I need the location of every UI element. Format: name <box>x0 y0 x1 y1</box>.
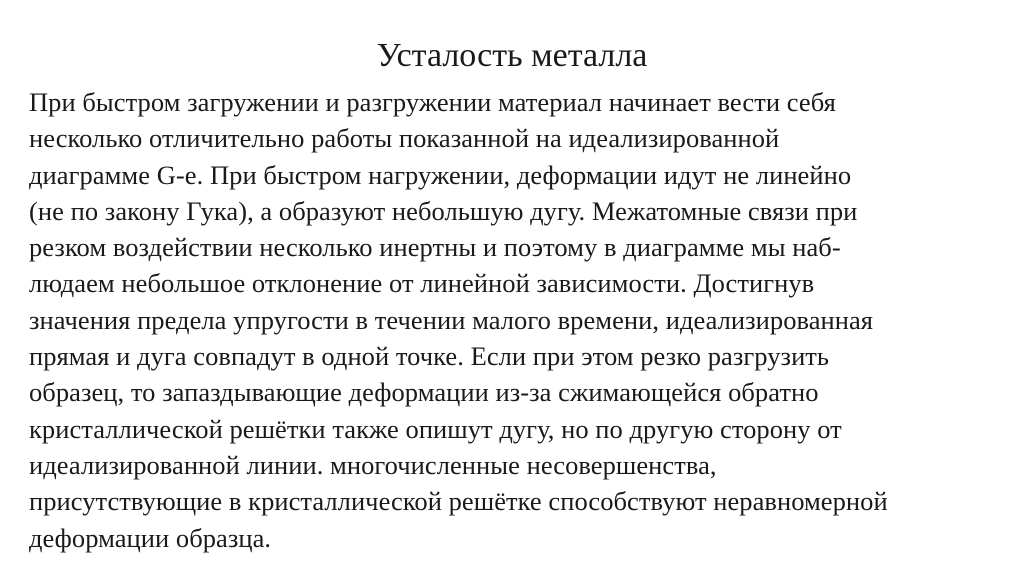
body-line: присутствующие в кристаллической решётке способствуют неравномерной <box>29 486 888 517</box>
body-line: идеализированной линии. многочисленные несовершенства, <box>29 449 717 480</box>
body-line: несколько отличительно работы показанной на идеализированной <box>29 123 780 154</box>
slide-title: Усталость металла <box>376 37 648 74</box>
body-line: прямая и дуга совпадут в одной точке. Если при этом резко разгрузить <box>29 341 830 372</box>
body-line: людаем небольшое отклонение от линейной зависимости. Достигнув <box>29 268 815 299</box>
body-line: При быстром загружении и разгружении материал начинает вести себя <box>29 87 836 117</box>
slide-body-text <box>29 84 1009 556</box>
body-line: значения предела упругости в течении малого времени, идеализированная <box>29 304 874 335</box>
body-line: диаграмме G-e. При быстром нагружении, деформации идут не линейно <box>29 159 852 190</box>
body-line: резком воздействии несколько инертны и поэтому в диаграмме мы наб- <box>29 232 841 263</box>
body-line: образец, то запаздывающие деформации из-за сжимающейся обратно <box>29 377 819 408</box>
body-line: деформации образца. <box>29 522 272 553</box>
body-line: кристаллической решётки также опишут дугу, но по другую сторону от <box>29 413 842 444</box>
body-line: (не по закону Гука), а образуют небольшую дугу. Межатомные связи при <box>29 195 858 226</box>
